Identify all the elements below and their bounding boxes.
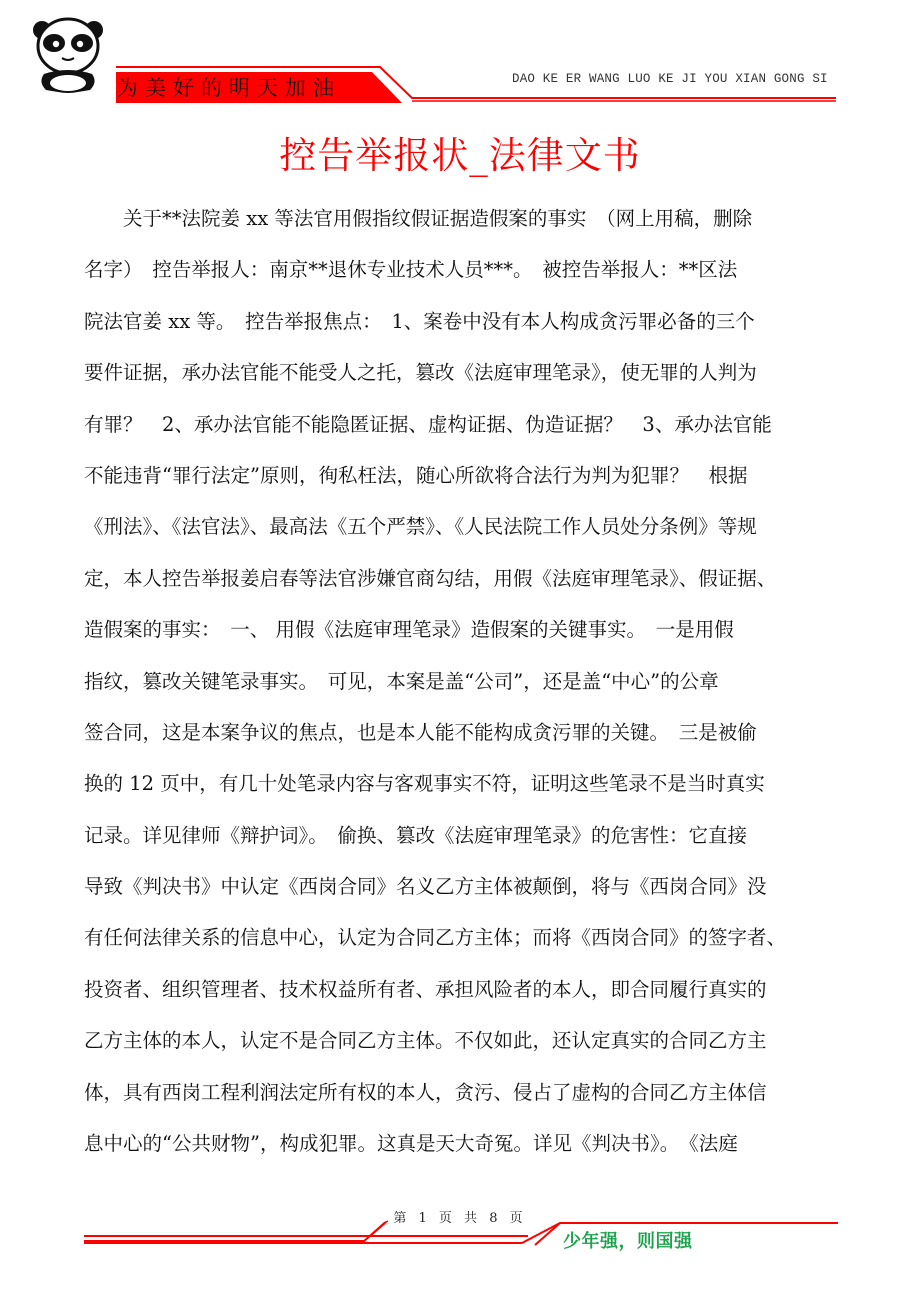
document-body bbox=[84, 193, 846, 1169]
company-name: DAO KE ER WANG LUO KE JI YOU XIAN GONG SI bbox=[512, 72, 828, 86]
body-line: 投资者、组织管理者、技术权益所有者、承担风险者的本人，即合同履行真实的 bbox=[84, 977, 767, 1001]
body-line: 定，本人控告举报姜启春等法官涉嫌官商勾结，用假《法庭审理笔录》、假证据、 bbox=[84, 566, 777, 590]
body-line: 关于**法院姜 xx 等法官用假指纹假证据造假案的事实 （网上用稿，删除 bbox=[84, 207, 753, 230]
body-line: 签合同，这是本案争议的焦点，也是本人能不能构成贪污罪的关键。 三是被偷 bbox=[84, 720, 757, 744]
body-line: 有任何法律关系的信息中心，认定为合同乙方主体；而将《西岗合同》的签字者、 bbox=[84, 926, 787, 950]
body-line: 要件证据，承办法官能不能受人之托，篡改《法庭审理笔录》，使无罪的人判为 bbox=[84, 361, 757, 385]
body-line: 息中心的“公共财物”，构成犯罪。这真是天大奇冤。详见《判决书》。 《法庭 bbox=[84, 1132, 738, 1156]
body-line: 乙方主体的本人，认定不是合同乙方主体。不仅如此，还认定真实的合同乙方主 bbox=[84, 1029, 767, 1053]
body-line: 《刑法》、《法官法》、最高法《五个严禁》、《人民法院工作人员处分条例》等规 bbox=[84, 515, 757, 539]
body-line: 不能违背“罪行法定”原则，徇私枉法，随心所欲将合法行为判为犯罪？ 根据 bbox=[84, 463, 748, 487]
body-line: 体，具有西岗工程利润法定所有权的本人，贪污、侵占了虚构的合同乙方主体信 bbox=[84, 1080, 767, 1104]
body-line: 记录。详见律师《辩护词》。 偷换、篡改《法庭审理笔录》的危害性：它直接 bbox=[84, 823, 748, 847]
header-slogan: 为美好的明天加油 bbox=[117, 76, 341, 100]
body-line: 指纹，篡改关键笔录事实。 可见，本案是盖“公司”，还是盖“中心”的公章 bbox=[84, 669, 719, 693]
footer-slogan: 少年强，则国强 bbox=[563, 1231, 693, 1252]
body-line: 换的 12 页中，有几十处笔录内容与客观事实不符，证明这些笔录不是当时真实 bbox=[84, 772, 765, 796]
body-line: 名字） 控告举报人：南京**退休专业技术人员***。 被控告举报人：**区法 bbox=[84, 258, 738, 282]
body-line: 导致《判决书》中认定《西岗合同》名义乙方主体被颠倒，将与《西岗合同》没 bbox=[84, 875, 767, 899]
body-line: 有罪？ 2、承办法官能不能隐匿证据、虚构证据、伪造证据？ 3、承办法官能 bbox=[84, 412, 772, 436]
document-title: 控告举报状_法律文书 bbox=[279, 134, 641, 177]
page-indicator: 第 1 页 共 8 页 bbox=[393, 1211, 527, 1226]
page-header bbox=[0, 0, 920, 110]
body-line: 造假案的事实： 一、 用假《法庭审理笔录》造假案的关键事实。 一是用假 bbox=[84, 618, 734, 642]
body-line: 院法官姜 xx 等。 控告举报焦点： 1、案卷中没有本人构成贪污罪必备的三个 bbox=[84, 309, 755, 333]
